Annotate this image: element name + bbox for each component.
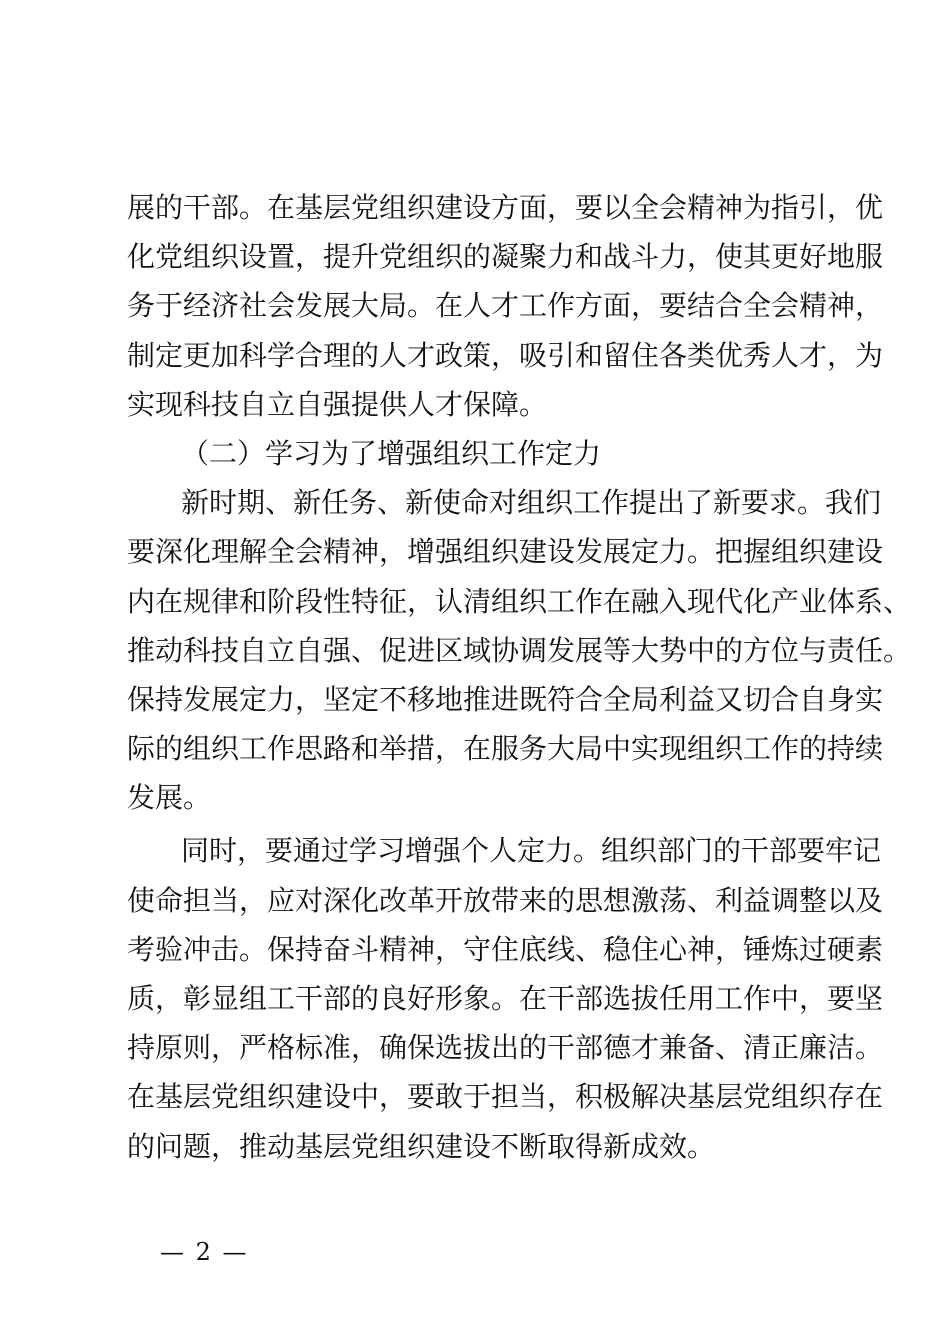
document-body bbox=[127, 183, 912, 1171]
text-line: 务于经济社会发展大局。在人才工作方面，要结合全会精神， bbox=[127, 289, 884, 323]
text-line: 使命担当，应对深化改革开放带来的思想激荡、利益调整以及 bbox=[127, 883, 884, 917]
section-heading: （二）学习为了增强组织工作定力 bbox=[181, 436, 602, 470]
text-line: 持原则，严格标准，确保选拔出的干部德才兼备、清正廉洁。 bbox=[127, 1031, 884, 1065]
text-line: 的问题，推动基层党组织建设不断取得新成效。 bbox=[127, 1129, 716, 1163]
text-line: 质，彰显组工干部的良好形象。在干部选拔任用工作中，要坚 bbox=[127, 982, 884, 1015]
text-line: 要深化理解全会精神，增强组织建设发展定力。把握组织建设 bbox=[127, 535, 884, 569]
text-line: 际的组织工作思路和举措，在服务大局中实现组织工作的持续 bbox=[127, 732, 884, 766]
page-number: — 2 — bbox=[160, 1238, 249, 1266]
text-line: 化党组织设置，提升党组织的凝聚力和战斗力，使其更好地服 bbox=[127, 240, 884, 274]
text-line: 制定更加科学合理的人才政策，吸引和留住各类优秀人才，为 bbox=[127, 338, 884, 372]
text-line: 发展。 bbox=[127, 781, 212, 815]
text-line: 实现科技自立自强提供人才保障。 bbox=[127, 387, 548, 421]
text-line: 在基层党组织建设中，要敢于担当，积极解决基层党组织存在 bbox=[127, 1080, 884, 1114]
text-line: 展的干部。在基层党组织建设方面，要以全会精神为指引，优 bbox=[127, 191, 884, 224]
text-line: 考验冲击。保持奋斗精神，守住底线、稳住心神，锤炼过硬素 bbox=[127, 932, 884, 966]
text-line: 同时，要通过学习增强个人定力。组织部门的干部要牢记 bbox=[181, 834, 882, 868]
text-line: 保持发展定力，坚定不移地推进既符合全局利益又切合自身实 bbox=[127, 682, 884, 716]
text-line: 新时期、新任务、新使命对组织工作提出了新要求。我们 bbox=[181, 486, 882, 520]
text-line: 内在规律和阶段性特征，认清组织工作在融入现代化产业体系、 bbox=[127, 584, 912, 618]
text-line: 推动科技自立自强、促进区域协调发展等大势中的方位与责任。 bbox=[127, 633, 912, 667]
